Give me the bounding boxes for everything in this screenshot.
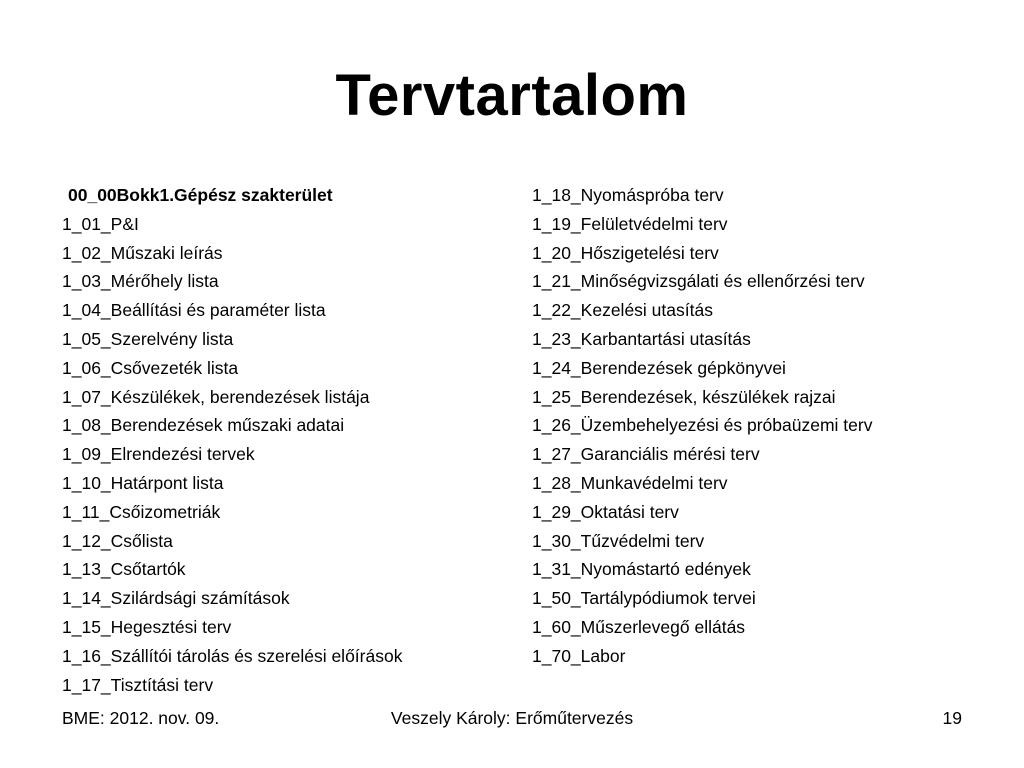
list-item: 1_16_Szállítói tárolás és szerelési előírások xyxy=(62,645,403,666)
list-item: 1_70_Labor xyxy=(532,645,626,666)
footer-author: Veszely Károly: Erőműtervezés xyxy=(390,708,634,728)
list-item: 1_14_Szilárdsági számítások xyxy=(62,588,290,609)
list-item: 1_13_Csőtartók xyxy=(62,559,186,580)
slide-title: Tervtartalom xyxy=(335,63,689,128)
list-item: 1_23_Karbantartási utasítás xyxy=(532,328,751,349)
list-item: 1_01_P&I xyxy=(62,213,139,234)
list-item: 1_20_Hőszigetelési terv xyxy=(532,242,719,263)
list-item: 1_60_Műszerlevegő ellátás xyxy=(532,616,746,637)
list-item: 1_18_Nyomáspróba terv xyxy=(532,185,724,205)
list-item: 1_11_Csőizometriák xyxy=(62,501,221,522)
list-item: 1_29_Oktatási terv xyxy=(532,501,679,522)
list-item: 1_21_Minőségvizsgálati és ellenőrzési terv xyxy=(532,271,865,292)
list-item: 1_19_Felületvédelmi terv xyxy=(532,213,728,234)
list-item: 1_50_Tartálypódiumok tervei xyxy=(532,588,756,609)
list-item: 1_07_Készülékek, berendezések listája xyxy=(62,386,370,407)
list-item: 1_04_Beállítási és paraméter lista xyxy=(62,300,326,321)
list-item: 1_22_Kezelési utasítás xyxy=(532,300,713,321)
list-item: 00_00Bokk1.Gépész szakterület xyxy=(68,185,333,205)
list-item: 1_31_Nyomástartó edények xyxy=(532,559,751,580)
list-item: 1_24_Berendezések gépkönyvei xyxy=(532,357,786,378)
list-item: 1_17_Tisztítási terv xyxy=(62,674,214,695)
list-item: 1_28_Munkavédelmi terv xyxy=(532,472,728,493)
list-item: 1_02_Műszaki leírás xyxy=(62,242,223,263)
footer-page-number: 19 xyxy=(942,708,962,728)
list-item: 1_26_Üzembehelyezési és próbaüzemi terv xyxy=(532,415,873,436)
list-item: 1_30_Tűzvédelmi terv xyxy=(532,530,705,551)
list-item: 1_09_Elrendezési tervek xyxy=(62,444,255,465)
list-item: 1_25_Berendezések, készülékek rajzai xyxy=(532,386,836,407)
list-item: 1_12_Csőlista xyxy=(62,530,173,551)
right-item-list xyxy=(532,181,1002,671)
list-item: 1_15_Hegesztési terv xyxy=(62,616,232,637)
list-item: 1_27_Garanciális mérési terv xyxy=(532,444,760,465)
list-item: 1_03_Mérőhely lista xyxy=(62,271,219,292)
list-item: 1_06_Csővezeték lista xyxy=(62,357,239,378)
list-item: 1_05_Szerelvény lista xyxy=(62,328,234,349)
left-item-list xyxy=(62,181,502,699)
list-item: 1_08_Berendezések műszaki adatai xyxy=(62,415,345,436)
footer-date: BME: 2012. nov. 09. xyxy=(62,708,220,728)
list-item: 1_10_Határpont lista xyxy=(62,472,224,493)
